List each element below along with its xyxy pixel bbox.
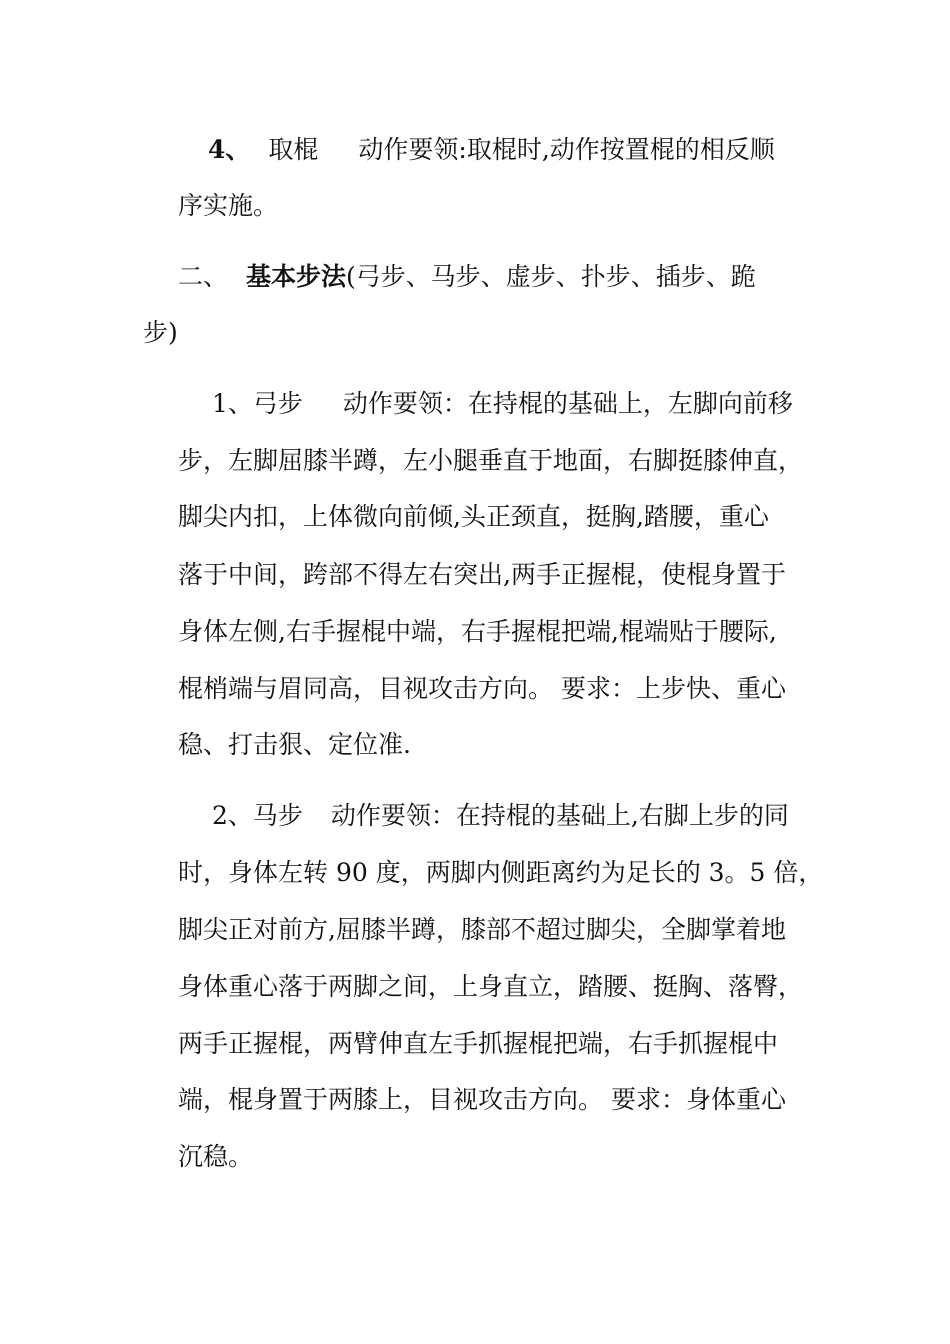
section-2-line-2: 步) — [143, 318, 178, 347]
section-4-title: 取棍 — [268, 135, 319, 164]
horse-stance-line-6: 端，棍身置于两膝上，目视攻击方向。 要求：身体重心 — [178, 1085, 786, 1114]
horse-stance-line-4: 身体重心落于两脚之间，上身直立，踏腰、挺胸、落臀， — [178, 972, 804, 1001]
bow-stance-text: 动作要领：在持棍的基础上，左脚向前移 — [342, 389, 793, 418]
bow-stance-line-4: 落于中间，跨部不得左右突出,两手正握棍，使棍身置于 — [178, 560, 786, 589]
section-4-number: 4、 — [208, 135, 251, 164]
section-4-line-1 — [208, 130, 775, 170]
horse-stance-line-3: 脚尖正对前方,屈膝半蹲，膝部不超过脚尖，全脚掌着地 — [178, 915, 786, 944]
section-4-line-2: 序实施。 — [178, 191, 279, 220]
section-2-title: 基本步法 — [246, 262, 347, 291]
bow-stance-line-1 — [212, 384, 793, 424]
section-2-number: 二、 — [178, 262, 229, 291]
section-2-text: (弓步、马步、虚步、扑步、插步、跪 — [346, 262, 756, 291]
horse-stance-line-2: 时，身体左转 90 度，两脚内侧距离约为足长的 3。5 倍， — [178, 858, 824, 887]
horse-stance-text: 动作要领：在持棍的基础上,右脚上步的同 — [330, 801, 789, 830]
bow-stance-line-2: 步，左脚屈膝半蹲，左小腿垂直于地面，右脚挺膝伸直， — [178, 446, 804, 475]
section-2-line-1 — [178, 257, 756, 297]
bow-stance-line-3: 脚尖内扣，上体微向前倾,头正颈直，挺胸,踏腰，重心 — [178, 502, 769, 531]
section-4-text: 动作要领:取棍时,动作按置棍的相反顺 — [358, 135, 775, 164]
bow-stance-line-7: 稳、打击狠、定位准. — [178, 730, 411, 759]
bow-stance-heading: 1、弓步 — [212, 389, 303, 418]
horse-stance-line-7: 沉稳。 — [178, 1142, 254, 1171]
horse-stance-line-1 — [212, 796, 789, 836]
horse-stance-heading: 2、马步 — [212, 801, 303, 830]
bow-stance-line-5: 身体左侧,右手握棍中端，右手握棍把端,棍端贴于腰际, — [178, 617, 777, 646]
horse-stance-line-5: 两手正握棍，两臂伸直左手抓握棍把端，右手抓握棍中 — [178, 1029, 779, 1058]
bow-stance-line-6: 棍梢端与眉同高，目视攻击方向。 要求：上步快、重心 — [178, 674, 786, 703]
